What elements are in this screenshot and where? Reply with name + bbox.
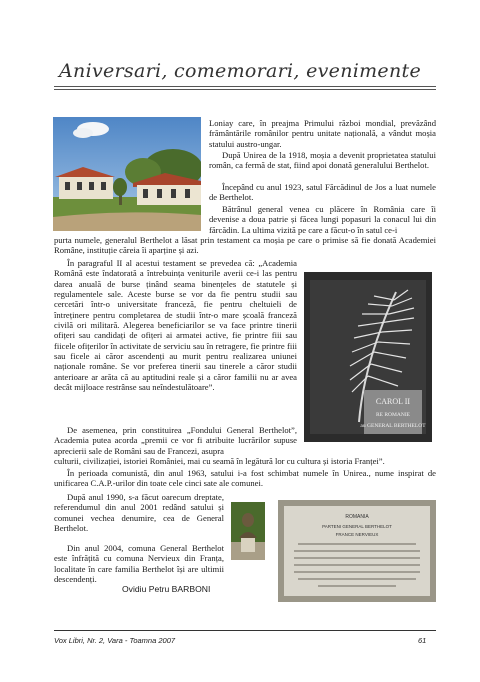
paragraph-4a: Bătrânul general venea cu plăcere în România care îi devenise a doua patrie și făcea lungi popasuri la conacul lui din fărcădin. La ultima vizită pe care a făcut-o în satul ce-i [209,204,436,235]
footer-page-number: 61 [418,636,427,645]
page-title: Aniversari, comemorari, evenimente [59,60,421,82]
plaque-line-2: RE ROMANIE [375,412,411,418]
paragraph-6b: culturii, civilizației, istoriei României, mai cu seamă în legătură lor cu cultura și istoria Franței”. [54,456,385,466]
plaque-line-1: CAROL II [375,397,411,406]
paragraph-8: După anul 1990, s-a făcut oarecum dreptate, referendumul din anul 2001 redând satului și comunei vechea denumire, cea de General Berthelot. [54,492,224,534]
author-signature: Ovidiu Petru BARBONI [122,584,211,594]
manor-house-photo [53,117,201,231]
footer-rule [54,630,436,631]
memorial-line-1: ROMANIA [345,514,369,520]
paragraph-6a: De asemenea, prin constituirea „Fondului General Berthelot”, Academia putea acorda „premii ce vor fi atribuite lucrărilor supuse aprecierii sale de Români sau de Francezi, asupra [54,425,297,456]
footer-journal: Vox Libri, Nr. 2, Vara - Toamna 2007 [54,636,176,645]
plaque-line-3: au GENERAL BERTHELOT [360,423,426,429]
plaque-photo [304,272,432,442]
paragraph-1: Loniay care, în preajma Primului război mondial, prevăzând frământările românilor pentru unitate națională, a vândut moșia statului austro-ungar. [209,118,436,149]
paragraph-3: Începând cu anul 1923, satul Fărcădinul de Jos a luat numele de Berthelot. [209,182,436,203]
paragraph-7: În perioada comunistă, din anul 1963, satului i-a fost schimbat numele în Unirea., nume inspirat de unificarea C.A.P.-urilor din toate cele cinci sate ale comunei. [54,468,436,489]
memorial-stone-photo [278,500,436,602]
paragraph-2: După Unirea de la 1918, moșia a devenit proprietatea statului român, ca fermă de stat, fiind apoi donată generalului Berthelot. [209,150,436,171]
paragraph-4b: purta numele, generalul Berthelot a lăsat prin testament ca moșia pe care o primise să fie donată Academiei Române, instituție căreia îi aparține și azi. [54,235,436,256]
bust-photo [231,502,265,560]
title-rule-top [54,86,436,87]
paragraph-5: În paragraful II al acestui testament se prevedea că: „Academia Română este îndatorată a întrebuința veniturile averii ce-i las pentru darea anuală de burse ținând seama binențeles de statutele și regulamentele sale. Aceste burse se vor da fie pentru studii sau cercetări într-o universitate franceză, fie pentru cheltuieli de întreținere pentru completarea de studii într-o mare școală franceză civilă ori militară. Alegerea beneficiarilor se va face printre tinerii ofițeri sau candidați de ofițeri ai armatei active, fie printre fiii sau fiicele ofițerilor în activitate de serviciu sau în retragere, fie printre fiii sau ficele ai căror ascendenți au murit pentru realizarea uniunei naționale române. Se vor preferea tinerii sau tinerele a căror studii anterioare ar arăta că au aptitudini reale și a căror familii nu ar avea decât mijloace restrânse sau neîndestulătoare”. [54,258,297,393]
memorial-line-2: PARTENI GENERAL BERTHELOT [322,524,392,529]
memorial-line-3: FRANCE NERVIEUX [335,532,379,537]
title-rule-bottom [54,89,436,90]
paragraph-9: Din anul 2004, comuna General Berthelot este înfrățită cu comuna Nervieux din Franța, localitate în care familia Berthelot își are ultimii descendenți. [54,543,224,585]
